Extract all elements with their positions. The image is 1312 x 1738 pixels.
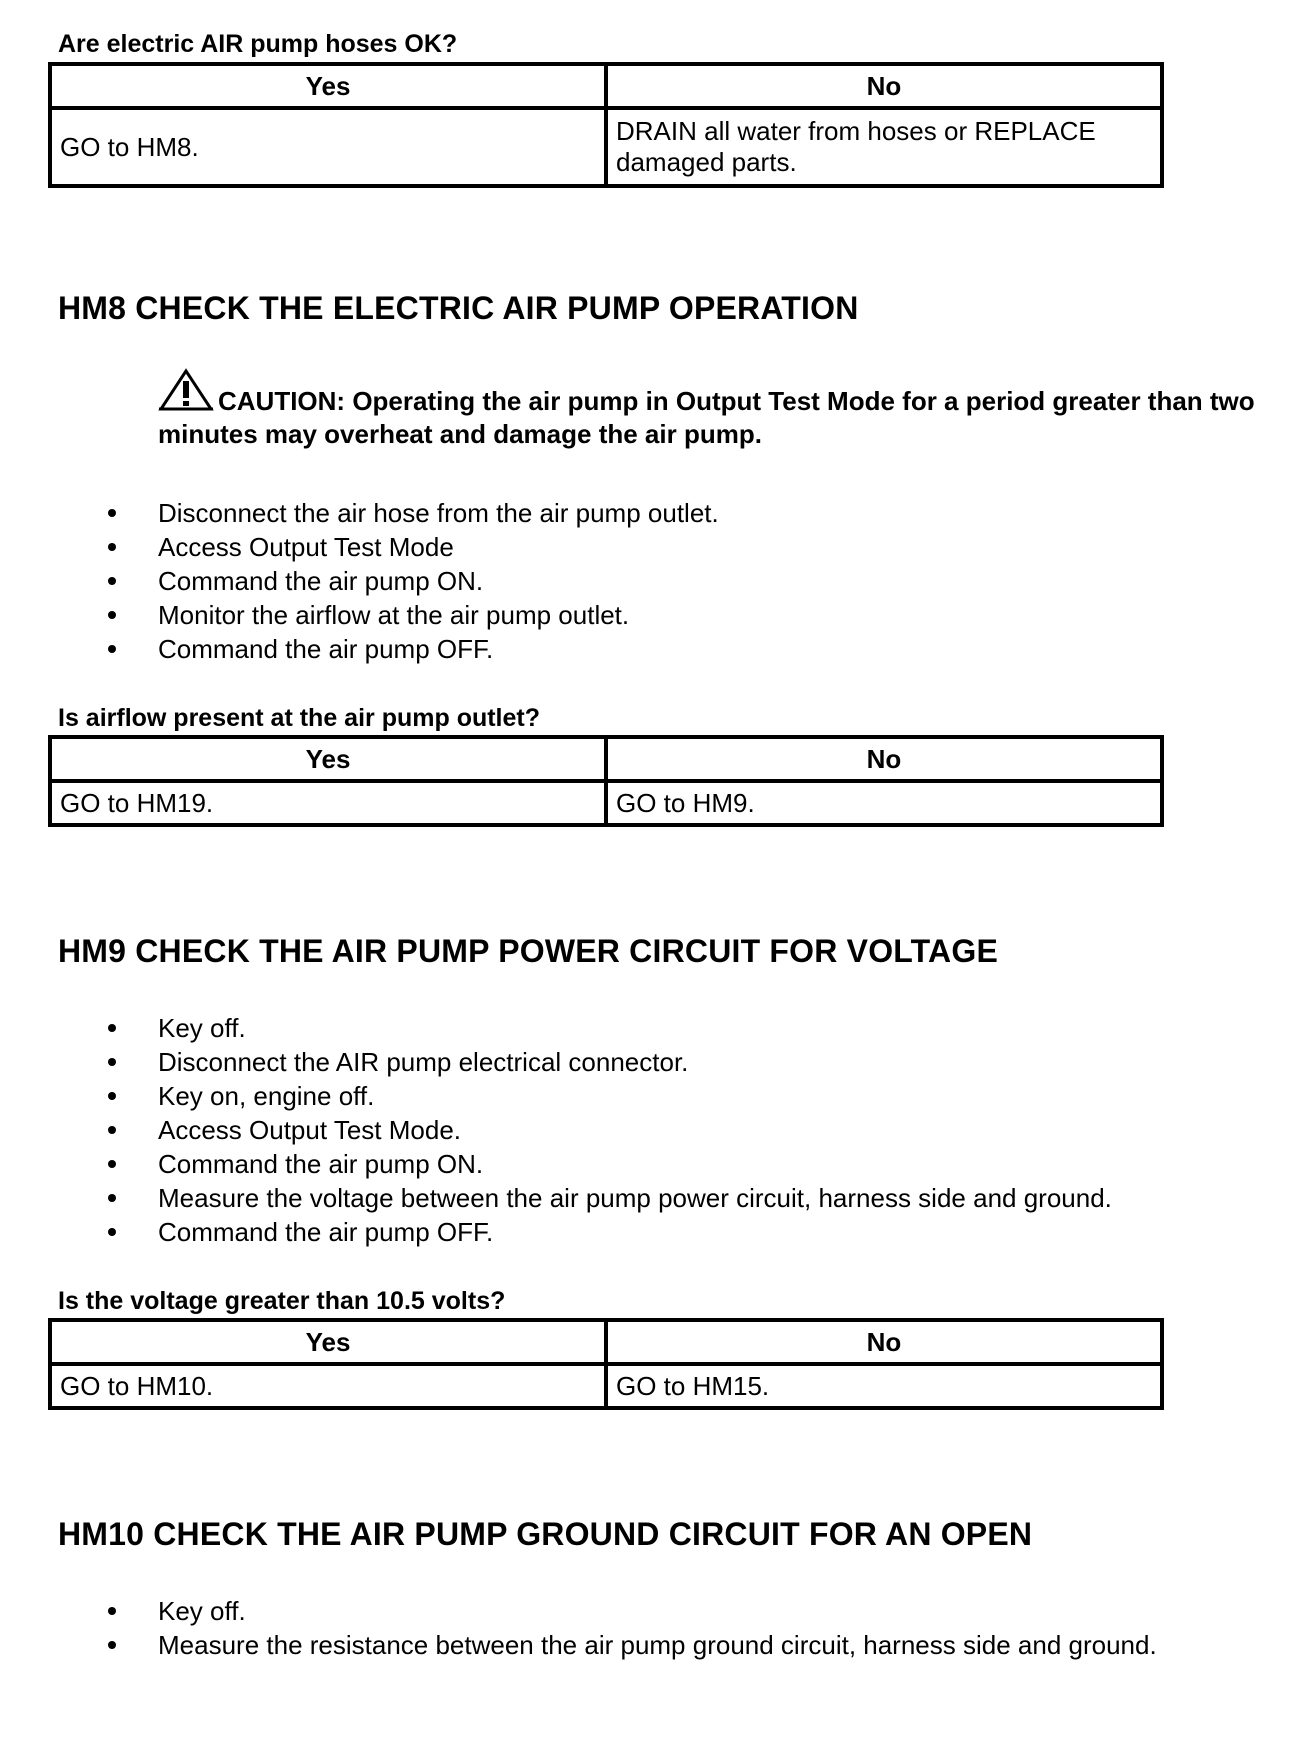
question-hm8: Is airflow present at the air pump outlet? [58,704,541,732]
no-action: DRAIN all water from hoses or REPLACE damaged parts. [606,108,1162,186]
list-item: Key on, engine off. [0,1079,1112,1113]
warning-triangle-icon [158,368,214,412]
no-action: GO to HM15. [606,1364,1162,1408]
list-item: Monitor the airflow at the air pump outlet. [0,598,719,632]
no-action: GO to HM9. [606,781,1162,825]
list-item: Command the air pump ON. [0,564,719,598]
list-item: Key off. [0,1011,1112,1045]
bullet-icon [108,645,116,653]
bullet-icon [108,611,116,619]
no-header: No [606,1320,1162,1364]
no-header: No [606,64,1162,108]
list-item: Command the air pump OFF. [0,632,719,666]
decision-table-hm9 [48,1318,1164,1410]
list-item: Measure the resistance between the air pump ground circuit, harness side and ground. [0,1628,1157,1662]
list-item: Access Output Test Mode [0,530,719,564]
question-hm9: Is the voltage greater than 10.5 volts? [58,1287,506,1315]
section-title-hm8: HM8 CHECK THE ELECTRIC AIR PUMP OPERATION [58,290,859,326]
yes-header: Yes [50,64,606,108]
list-item: Access Output Test Mode. [0,1113,1112,1147]
caution-note [158,368,1258,451]
bullet-icon [108,1641,116,1649]
list-item: Measure the voltage between the air pump power circuit, harness side and ground. [0,1181,1112,1215]
bullet-icon [108,577,116,585]
bullet-icon [108,509,116,517]
steps-list-hm9 [0,1011,1112,1249]
bullet-icon [108,1228,116,1236]
bullet-icon [108,1194,116,1202]
list-item: Disconnect the air hose from the air pump outlet. [0,496,719,530]
bullet-icon [108,1126,116,1134]
yes-action: GO to HM8. [50,108,606,186]
bullet-icon [108,1607,116,1615]
bullet-icon [108,1024,116,1032]
decision-table-hm7 [48,62,1164,188]
section-title-hm10: HM10 CHECK THE AIR PUMP GROUND CIRCUIT FOR AN OPEN [58,1516,1033,1552]
bullet-icon [108,1160,116,1168]
yes-header: Yes [50,737,606,781]
no-header: No [606,737,1162,781]
question-hm7: Are electric AIR pump hoses OK? [58,30,458,58]
steps-list-hm10 [0,1594,1157,1662]
section-title-hm9: HM9 CHECK THE AIR PUMP POWER CIRCUIT FOR VOLTAGE [58,933,998,969]
caution-text: CAUTION: Operating the air pump in Output Test Mode for a period greater than two minutes may overheat and damage the air pump. [158,386,1255,449]
list-item: Command the air pump ON. [0,1147,1112,1181]
steps-list-hm8 [0,496,719,666]
list-item: Command the air pump OFF. [0,1215,1112,1249]
list-item: Disconnect the AIR pump electrical connector. [0,1045,1112,1079]
bullet-icon [108,1058,116,1066]
yes-action: GO to HM10. [50,1364,606,1408]
bullet-icon [108,543,116,551]
yes-header: Yes [50,1320,606,1364]
list-item: Key off. [0,1594,1157,1628]
bullet-icon [108,1092,116,1100]
decision-table-hm8 [48,735,1164,827]
yes-action: GO to HM19. [50,781,606,825]
